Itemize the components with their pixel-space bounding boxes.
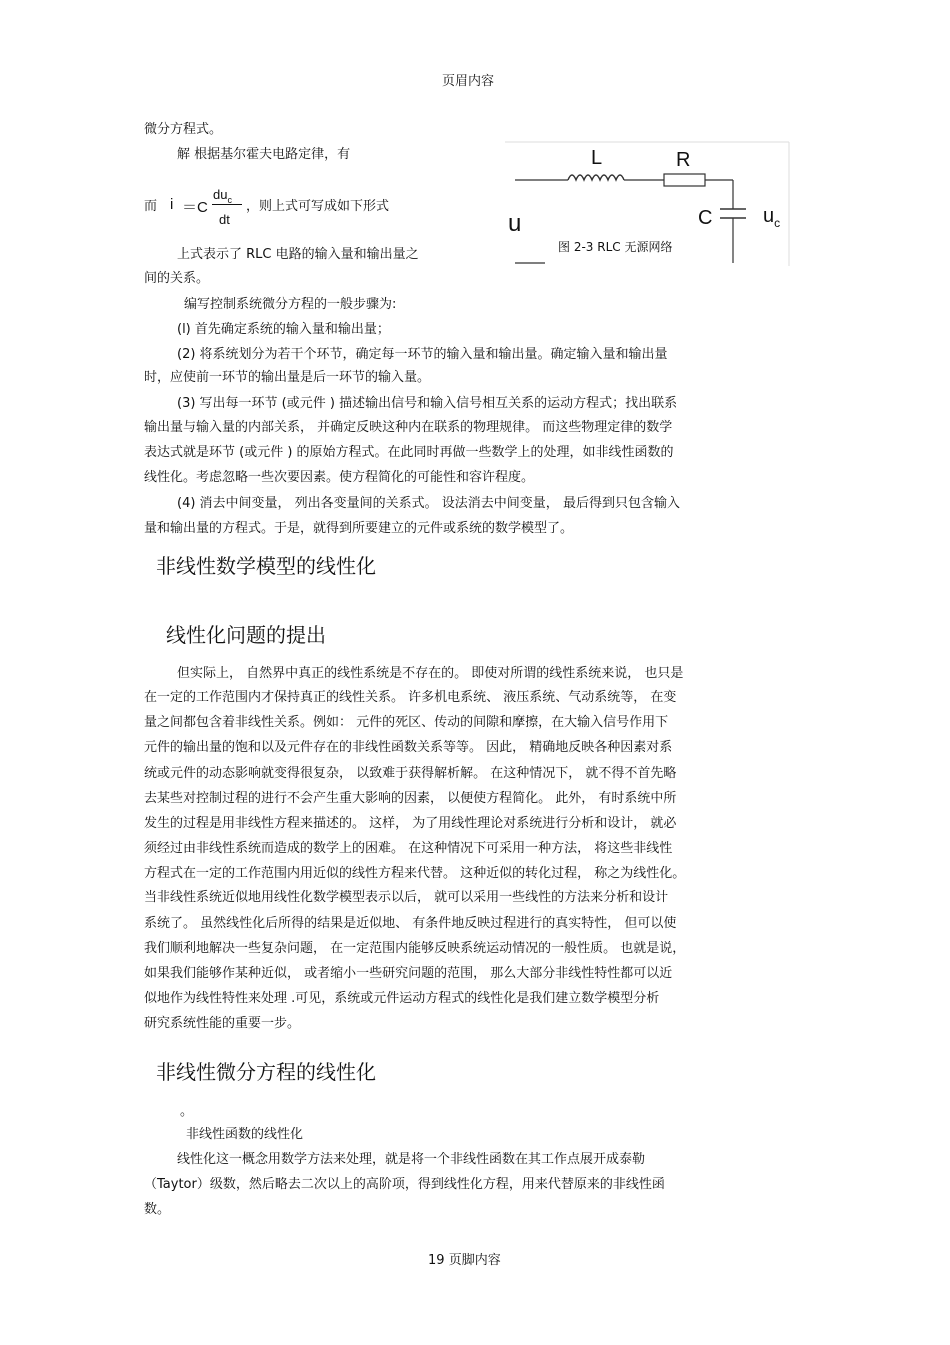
inductor-coil [568,175,624,180]
section-title-linearization-problem: 线性化问题的提出 [166,623,326,647]
step-2-line-b: 时，应使前一环节的输出量是后一环节的输入量。 [144,370,431,385]
paragraph-line: 在一定的工作范围内才保持真正的线性关系。 许多机电系统、 液压系统、气动系统等， 在变 [144,690,677,705]
step-4-line-a: (4) 消去中间变量， 列出各变量间的关系式。 设法消去中间变量， 最后得到只包含输入 [177,496,680,511]
subsection-title: 非线性函数的线性化 [186,1127,304,1142]
label-input-voltage: u [508,210,522,237]
paragraph-line: 当非线性系统近似地用线性化数学模型表示以后， 就可以采用一些线性的方法来分析和设计 [144,890,669,905]
paragraph-line: 我们顺利地解决一些复杂问题， 在一定范围内能够反映系统运动情况的一般性质。 也就是说， [144,941,686,956]
section-title-nonlinear-ode: 非线性微分方程的线性化 [156,1060,376,1084]
equation-denominator: dt [219,212,230,227]
label-output-voltage-sub: c [774,216,781,230]
resistor-box [664,174,705,186]
paragraph-line: 如果我们能够作某种近似， 或者缩小一些研究问题的范围， 那么大部分非线性特性都可以近 [144,966,673,981]
step-3-line-c: 表达式就是环节 (或元件 ) 的原始方程式。在此同时再做一些数学上的处理，如非线性函数的 [144,445,674,460]
label-output-voltage-main: u [763,205,775,227]
paragraph-line: 元件的输出量的饱和以及元件存在的非线性函数关系等等。 因此， 精确地反映各种因素对系 [144,740,673,755]
paragraph-line: 但实际上， 自然界中真正的线性系统是不存在的。 即使对所谓的线性系统来说， 也只是 [177,666,684,681]
label-resistor: R [676,149,691,171]
paragraph-line: （Taytor）级数，然后略去二次以上的高阶项，得到线性化方程，用来代替原来的非线性函 [144,1177,665,1192]
equation-fraction [213,184,232,205]
equation-numerator-sub: c [227,195,232,206]
page-number: 19 [428,1253,445,1268]
intro-line-2: 解 根据基尔霍夫电路定律，有 [177,147,351,162]
intro-line-1: 微分方程式。 [144,122,223,137]
intro-line-4a: 上式表示了 RLC 电路的输入量和输出量之 [177,247,419,262]
footer-text: 页脚内容 [448,1253,501,1268]
page-header: 页眉内容 [442,74,495,89]
step-2-line-a: (2) 将系统划分为若干个环节，确定每一环节的输入量和输出量。确定输入量和输出量 [177,347,668,362]
equation-suffix: ，则上式可写成如下形式 [246,199,390,214]
paragraph-line: 研究系统性能的重要一步。 [144,1016,301,1031]
label-inductor: L [591,147,603,169]
paragraph-line: 线性化这一概念用数学方法来处理，就是将一个非线性函数在其工作点展开成泰勒 [177,1152,646,1167]
figure-caption: 图 2-3 RLC 无源网络 [558,240,673,254]
paragraph-line: 数。 [144,1202,171,1217]
step-4-line-b: 量和输出量的方程式。于是，就得到所要建立的元件或系统的数学模型了。 [144,521,574,536]
paragraph-line: 去某些对控制过程的进行不会产生重大影响的因素， 以便使方程简化。 此外， 有时系统中所 [144,791,677,806]
equation-lhs: i [170,196,174,213]
step-1: (l) 首先确定系统的输入量和输出量； [177,322,390,337]
equation-numerator: du [213,187,228,202]
intro-line-4b: 间的关系。 [144,271,210,286]
page-footer [428,1252,501,1269]
fraction-bar [212,204,242,205]
label-output-voltage [763,205,780,230]
equation-prefix: 而 [144,199,158,214]
step-3-line-b: 输出量与输入量的内部关系， 并确定反映这种内在联系的物理规律。 而这些物理定律的数学 [144,420,673,435]
label-capacitor: C [698,207,713,229]
paragraph-line: 统或元件的动态影响就变得很复杂， 以致难于获得解析解。 在这种情况下， 就不得不首先略 [144,766,677,781]
paragraph-line: 发生的过程是用非线性方程来描述的。 这样， 为了用线性理论对系统进行分析和设计， 就必 [144,816,677,831]
step-3-line-a: (3) 写出每一环节 (或元件 ) 描述输出信号和输入信号相互关系的运动方程式；找出联系 [177,396,678,411]
steps-intro: 编写控制系统微分方程的一般步骤为: [184,297,397,312]
equation-mid: ＝C [182,199,208,216]
stray-period: 。 [180,1104,194,1119]
paragraph-line: 量之间都包含着非线性关系。例如： 元件的死区、传动的间隙和摩擦，在大输入信号作用下 [144,715,669,730]
step-3-line-d: 线性化。考虑忽略一些次要因素。使方程简化的可能性和容许程度。 [144,470,535,485]
paragraph-line: 系统了。 虽然线性化后所得的结果是近似地、 有条件地反映过程进行的真实特性， 但可以使 [144,916,677,931]
paragraph-line: 似地作为线性特性来处理 .可见，系统或元件运动方程式的线性化是我们建立数学模型分析 [144,991,660,1006]
section-title-nonlinear-model: 非线性数学模型的线性化 [156,554,376,578]
paragraph-line: 方程式在一定的工作范围内用近似的线性方程来代替。 这种近似的转化过程， 称之为线性化。 [144,866,686,881]
paragraph-line: 须经过由非线性系统而造成的数学上的困难。 在这种情况下可采用一种方法， 将这些非线性 [144,841,673,856]
